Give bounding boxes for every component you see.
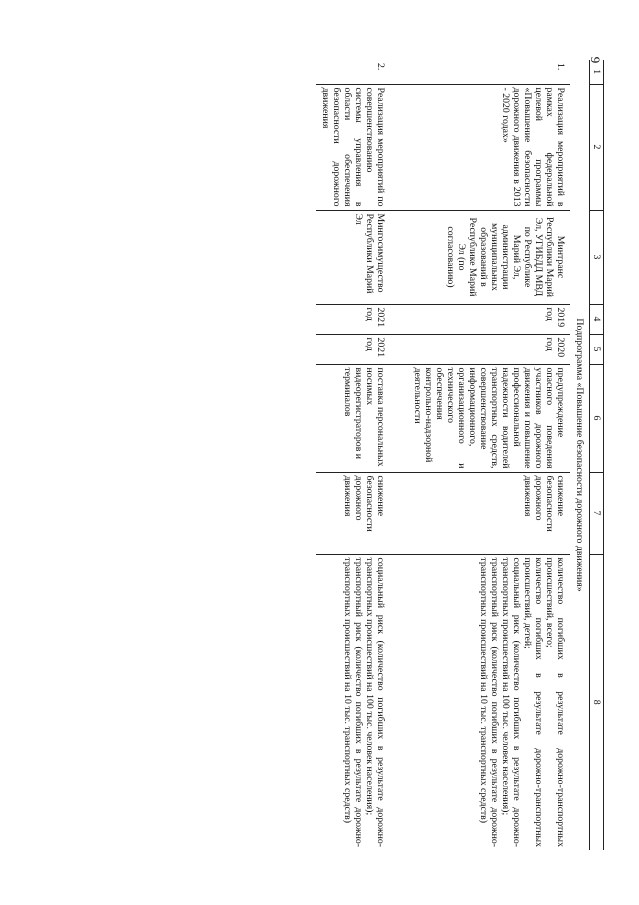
indicator-line: количество погибших в результате дорожно-транспортных происшествий, всего; — [544, 557, 566, 847]
table-row — [316, 60, 408, 850]
table-row — [408, 60, 570, 850]
measure-cell: Реализация мероприятий в рамках федеральной целевой программы «Повышение безопасности дорожного движения в 2013 - 2020 годах» — [408, 84, 570, 210]
result-cell: поставка персональных носимых видеорегистраторов и терминалов — [316, 364, 408, 472]
indicator-line: социальный риск (количество погибших в результате дорожно-транспортных происшествий на 100 тыс. человек населения); — [364, 557, 386, 847]
executor-cell: Мингосимущество Республики Марий Эл — [316, 210, 408, 304]
indicators-cell — [408, 554, 570, 850]
row-number: 2. — [316, 60, 408, 84]
page-number: 9 — [588, 56, 603, 64]
goal-cell: снижение безопасности дорожного движения — [316, 472, 408, 554]
column-header: 1 — [590, 60, 604, 84]
indicator-line: количество погибших в результате дорожно-транспортных происшествий, детей; — [522, 557, 544, 847]
column-number-row — [590, 60, 604, 850]
program-table — [316, 60, 604, 850]
subprogram-row — [570, 60, 590, 850]
rotated-table-sheet — [108, 60, 604, 850]
subprogram-title: Подпрограмма «Повышение безопасности дорожного движения» — [574, 318, 585, 592]
measure-cell: Реализация мероприятий по совершенствованию системы управления в области обеспечения безопасности дорожного движения — [316, 84, 408, 210]
result-cell: предупреждение опасного поведения участников дорожного движения и повышение профессиональной надежности водителей транспортных средств, совершенствование информационного, организационного и технического обеспечения контрольно-надзорной деятельности — [408, 364, 570, 472]
column-header: 7 — [590, 472, 604, 554]
indicator-line: социальный риск (количество погибших в результате дорожно-транспортных происшествий на 100 тыс. человек населения); — [500, 557, 522, 847]
indicator-line: транспортный риск (количество погибших в результате дорожно-транспортных происшествий на 10 тыс. транспортных средств) — [342, 557, 364, 847]
column-header: 5 — [590, 334, 604, 364]
column-header: 4 — [590, 304, 604, 334]
row-number: 1. — [408, 60, 570, 84]
indicators-cell — [316, 554, 408, 850]
column-header: 2 — [590, 84, 604, 210]
start-year-cell: 2019 год — [408, 304, 570, 334]
end-year-cell: 2021 год — [316, 334, 408, 364]
indicator-line: транспортный риск (количество погибших в результате дорожно-транспортных происшествий на 10 тыс. транспортных средств) — [478, 557, 500, 847]
executor-cell: Минтранс Республики Марий Эл, УГИБДД МВД по Республике Марий Эл, администрации муниципальных образований в Республике Марий Эл (по согласованию) — [408, 210, 570, 304]
end-year-cell: 2020 год — [408, 334, 570, 364]
column-header: 3 — [590, 210, 604, 304]
column-header: 6 — [590, 364, 604, 472]
start-year-cell: 2021 год — [316, 304, 408, 334]
goal-cell: снижение безопасности дорожного движения — [408, 472, 570, 554]
column-header: 8 — [590, 554, 604, 850]
